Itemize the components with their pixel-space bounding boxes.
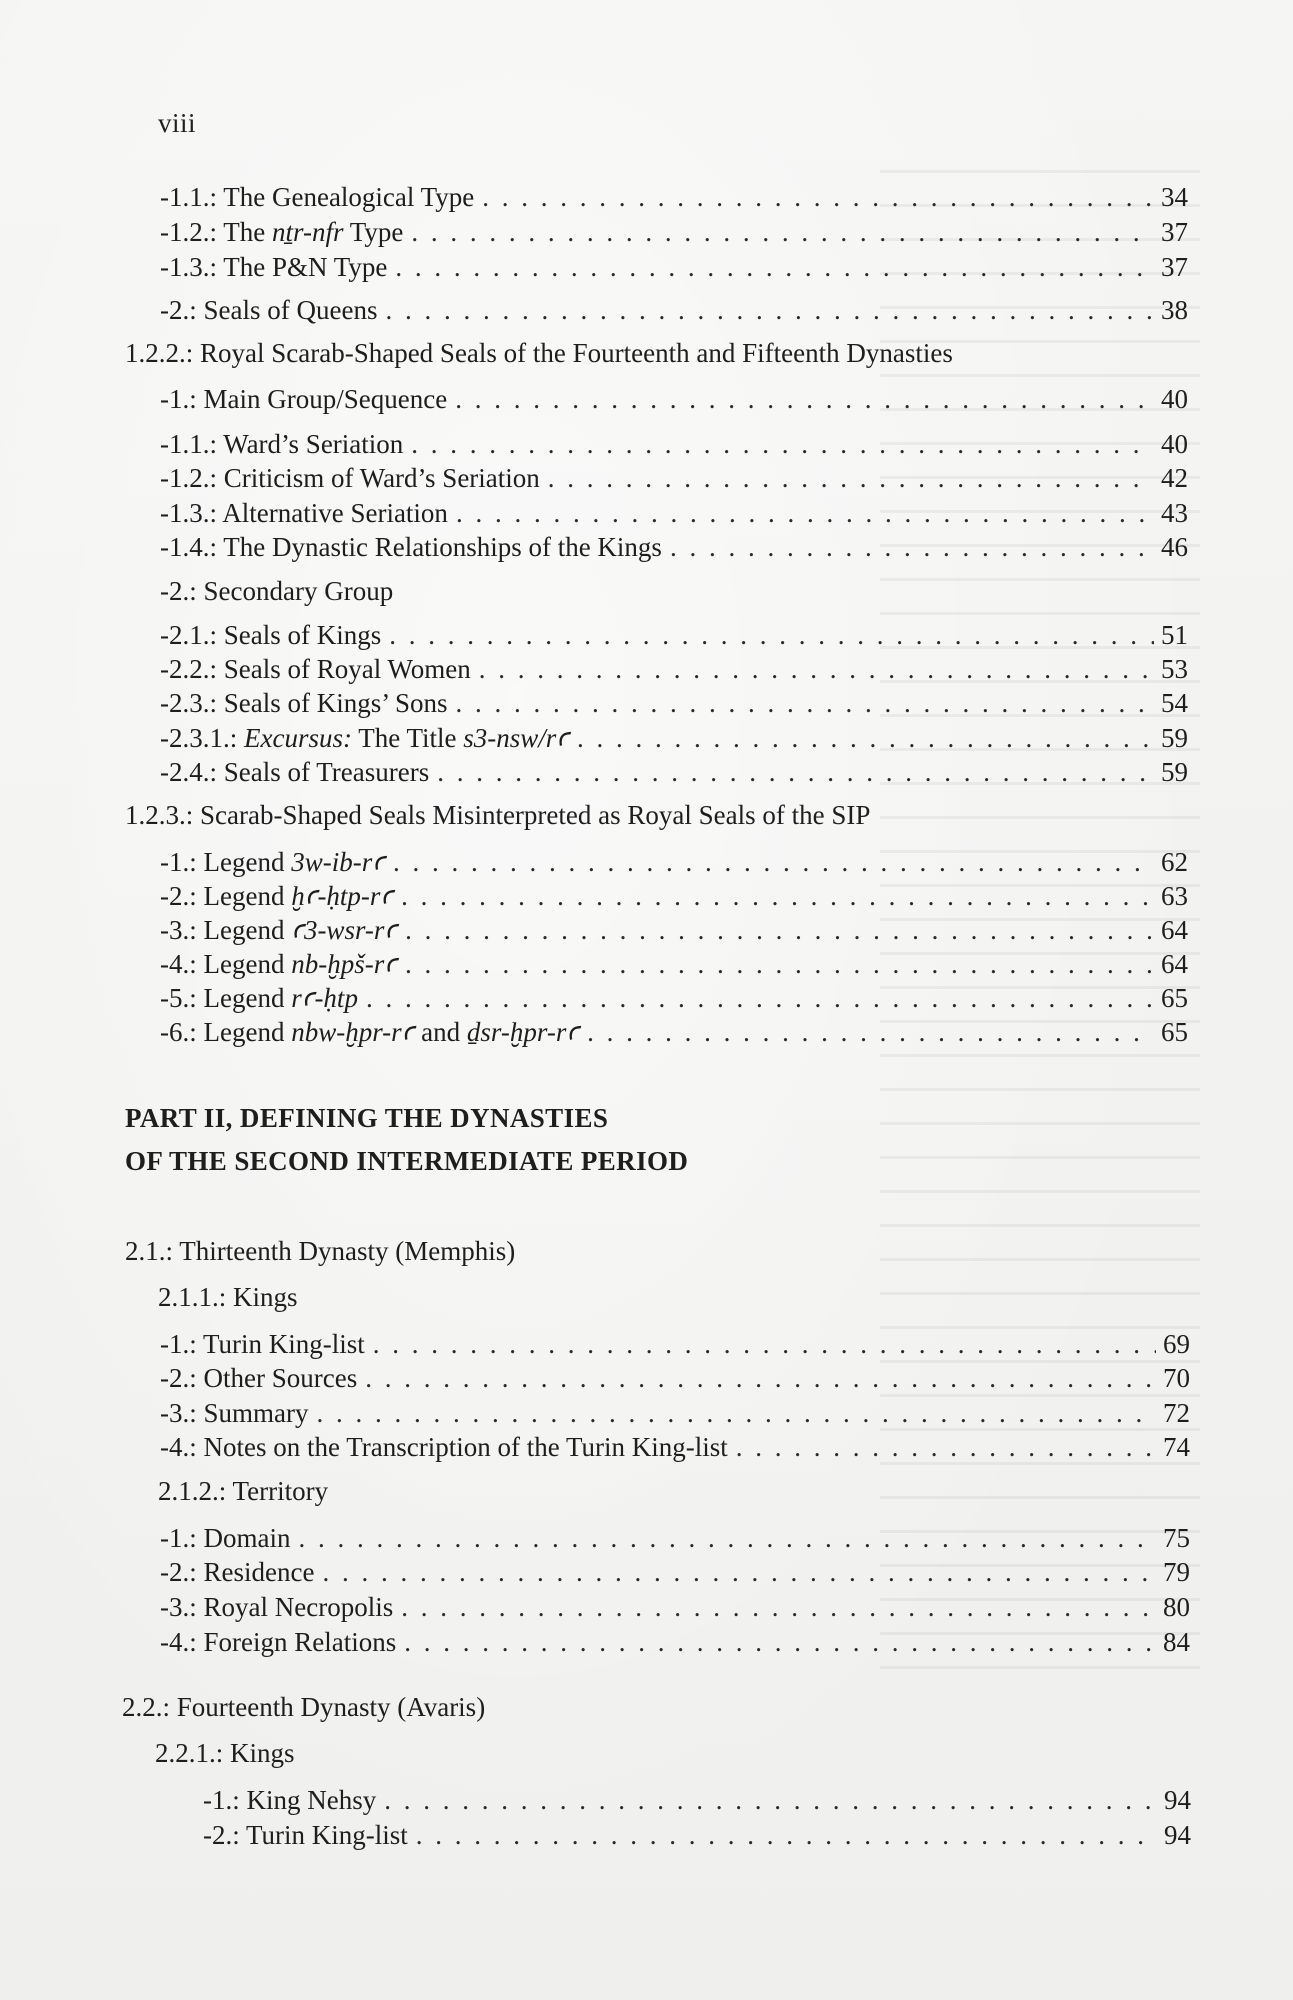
toc-entry	[160, 879, 1188, 913]
toc-entry	[160, 721, 1188, 755]
dot-leader	[548, 461, 1154, 495]
dot-leader	[317, 1396, 1157, 1430]
toc-entry-page: 75	[1163, 1523, 1190, 1553]
toc-entry	[160, 1015, 1188, 1049]
dot-leader	[401, 879, 1154, 913]
toc-entry-label: -1.: King Nehsy	[203, 1785, 377, 1815]
toc-entry-label: -1.1.: The Genealogical Type	[160, 182, 475, 212]
toc-entry-page: 43	[1161, 498, 1188, 528]
toc-entry-page: 84	[1163, 1627, 1190, 1657]
toc-entry	[160, 180, 1188, 214]
toc-entry	[160, 427, 1188, 461]
toc-entry	[160, 947, 1188, 981]
dot-leader	[393, 845, 1154, 879]
subsection-heading: 2.1.1.: Kings	[158, 1282, 298, 1312]
toc-entry-page: 94	[1164, 1820, 1191, 1850]
toc-entry-page: 59	[1161, 757, 1188, 787]
toc-entry	[160, 461, 1188, 495]
toc-entry	[160, 1396, 1190, 1430]
toc-entry-label: -2.3.: Seals of Kings’ Sons	[160, 688, 448, 718]
section-heading: 2.2.: Fourteenth Dynasty (Avaris)	[122, 1692, 486, 1722]
toc-entry-page: 79	[1163, 1557, 1190, 1587]
dot-leader	[479, 652, 1154, 686]
toc-entry-label: -1.: Turin King-list	[160, 1329, 365, 1359]
page-number: viii	[158, 108, 197, 138]
toc-entry-label: -3.: Summary	[160, 1398, 309, 1428]
dot-leader	[405, 913, 1154, 947]
toc-entry-page: 64	[1161, 949, 1188, 979]
dot-leader	[401, 1590, 1156, 1624]
toc-entry-page: 80	[1163, 1592, 1190, 1622]
toc-entry-label: -3.: Royal Necropolis	[160, 1592, 394, 1622]
dot-leader	[577, 721, 1154, 755]
subsection-heading: -2.: Secondary Group	[160, 576, 394, 606]
toc-entry-label: -3.: Legend ꜥ3-wsr-rꜥ	[160, 915, 398, 945]
subsection-heading: 2.1.2.: Territory	[158, 1476, 329, 1506]
toc-entry-page: 51	[1161, 620, 1188, 650]
toc-entry-page: 62	[1161, 847, 1188, 877]
toc-entry	[160, 1361, 1190, 1395]
toc-entry-label: -2.: Turin King-list	[203, 1820, 408, 1850]
dot-leader	[366, 981, 1154, 1015]
dot-leader	[385, 293, 1154, 327]
toc-entry	[160, 530, 1188, 564]
toc-entry-label: -2.: Residence	[160, 1557, 315, 1587]
dot-leader	[373, 1327, 1156, 1361]
toc-entry	[160, 913, 1188, 947]
toc-entry-label: -1.: Main Group/Sequence	[160, 384, 448, 414]
toc-entry	[160, 618, 1188, 652]
toc-entry-label: -6.: Legend nbw-ḫpr-rꜥ and ḏsr-ḫpr-rꜥ	[160, 1017, 580, 1047]
part-heading-line-2: OF THE SECOND INTERMEDIATE PERIOD	[125, 1146, 689, 1176]
toc-entry	[160, 686, 1188, 720]
dot-leader	[395, 250, 1154, 284]
toc-entry-label: -5.: Legend rꜥ-ḥtp	[160, 983, 358, 1013]
toc-entry	[160, 1521, 1190, 1555]
toc-entry-page: 37	[1161, 252, 1188, 282]
dot-leader	[587, 1015, 1154, 1049]
toc-entry-label: -1.1.: Ward’s Seriation	[160, 429, 404, 459]
toc-entry-page: 65	[1161, 1017, 1188, 1047]
toc-entry-page: 94	[1164, 1785, 1191, 1815]
toc-entry	[160, 755, 1188, 789]
toc-entry-label: -1.: Legend 3w-ib-rꜥ	[160, 847, 385, 877]
toc-entry-label: -1.3.: The P&N Type	[160, 252, 388, 282]
toc-entry-page: 46	[1161, 532, 1188, 562]
toc-entry-label: -4.: Legend nb-ḫpš-rꜥ	[160, 949, 397, 979]
toc-entry	[160, 1430, 1190, 1464]
dot-leader	[411, 427, 1154, 461]
toc-entry-label: -1.4.: The Dynastic Relationships of the Kings	[160, 532, 662, 562]
dot-leader	[416, 1818, 1157, 1852]
subsection-heading: 2.2.1.: Kings	[155, 1738, 295, 1768]
toc-entry	[203, 1818, 1191, 1852]
toc-entry-page: 34	[1161, 182, 1188, 212]
toc-entry-label: -4.: Notes on the Transcription of the Turin King-list	[160, 1432, 728, 1462]
toc-entry-page: 65	[1161, 983, 1188, 1013]
toc-entry	[160, 652, 1188, 686]
dot-leader	[405, 947, 1154, 981]
toc-entry-page: 74	[1163, 1432, 1190, 1462]
dot-leader	[670, 530, 1154, 564]
toc-entry-label: -2.: Legend ḫꜥ-ḥtp-rꜥ	[160, 881, 394, 911]
toc-entry	[160, 981, 1188, 1015]
dot-leader	[482, 180, 1154, 214]
toc-entry-label: -2.2.: Seals of Royal Women	[160, 654, 471, 684]
toc-entry-page: 72	[1163, 1398, 1190, 1428]
toc-entry	[160, 293, 1188, 327]
toc-entry	[160, 845, 1188, 879]
toc-entry	[203, 1783, 1191, 1817]
toc-entry	[160, 496, 1188, 530]
toc-entry-label: -1.: Domain	[160, 1523, 291, 1553]
toc-entry-page: 53	[1161, 654, 1188, 684]
dot-leader	[736, 1430, 1156, 1464]
toc-entry-page: 64	[1161, 915, 1188, 945]
toc-entry-label: -2.4.: Seals of Treasurers	[160, 757, 430, 787]
toc-entry-page: 63	[1161, 881, 1188, 911]
toc-entry-page: 40	[1161, 429, 1188, 459]
toc-entry	[160, 1555, 1190, 1589]
toc-entry-label: -1.3.: Alternative Seriation	[160, 498, 448, 528]
toc-entry-page: 40	[1161, 384, 1188, 414]
toc-entry	[160, 1590, 1190, 1624]
toc-entry	[160, 215, 1188, 249]
dot-leader	[404, 1625, 1156, 1659]
toc-entry-label: -1.2.: The nṯr-nfr Type	[160, 217, 404, 247]
toc-entry-page: 70	[1163, 1363, 1190, 1393]
dot-leader	[384, 1783, 1157, 1817]
dot-leader	[298, 1521, 1156, 1555]
toc-entry-page: 54	[1161, 688, 1188, 718]
section-heading: 1.2.3.: Scarab-Shaped Seals Misinterpreted as Royal Seals of the SIP	[125, 800, 871, 830]
toc-entry-label: -1.2.: Criticism of Ward’s Seriation	[160, 463, 540, 493]
toc-entry	[160, 1327, 1190, 1361]
toc-entry-page: 69	[1163, 1329, 1190, 1359]
toc-entry-label: -2.: Other Sources	[160, 1363, 358, 1393]
dot-leader	[455, 382, 1154, 416]
toc-entry-page: 37	[1161, 217, 1188, 247]
toc-entry-label: -2.: Seals of Queens	[160, 295, 378, 325]
dot-leader	[322, 1555, 1156, 1589]
dot-leader	[411, 215, 1154, 249]
toc-entry-label: -2.1.: Seals of Kings	[160, 620, 382, 650]
dot-leader	[389, 618, 1154, 652]
toc-entry-page: 42	[1161, 463, 1188, 493]
toc-entry-page: 59	[1161, 723, 1188, 753]
dot-leader	[437, 755, 1154, 789]
dot-leader	[456, 686, 1155, 720]
section-heading: 1.2.2.: Royal Scarab-Shaped Seals of the Fourteenth and Fifteenth Dynasties	[125, 338, 953, 368]
section-heading: 2.1.: Thirteenth Dynasty (Memphis)	[125, 1236, 516, 1266]
dot-leader	[365, 1361, 1156, 1395]
toc-entry	[160, 250, 1188, 284]
toc-entry	[160, 1625, 1190, 1659]
toc-entry-page: 38	[1161, 295, 1188, 325]
toc-entry	[160, 382, 1188, 416]
part-heading-line-1: PART II, DEFINING THE DYNASTIES	[125, 1103, 609, 1133]
dot-leader	[456, 496, 1154, 530]
toc-entry-label: -2.3.1.: Excursus: The Title s3-nsw/rꜥ	[160, 723, 570, 753]
toc-entry-label: -4.: Foreign Relations	[160, 1627, 397, 1657]
